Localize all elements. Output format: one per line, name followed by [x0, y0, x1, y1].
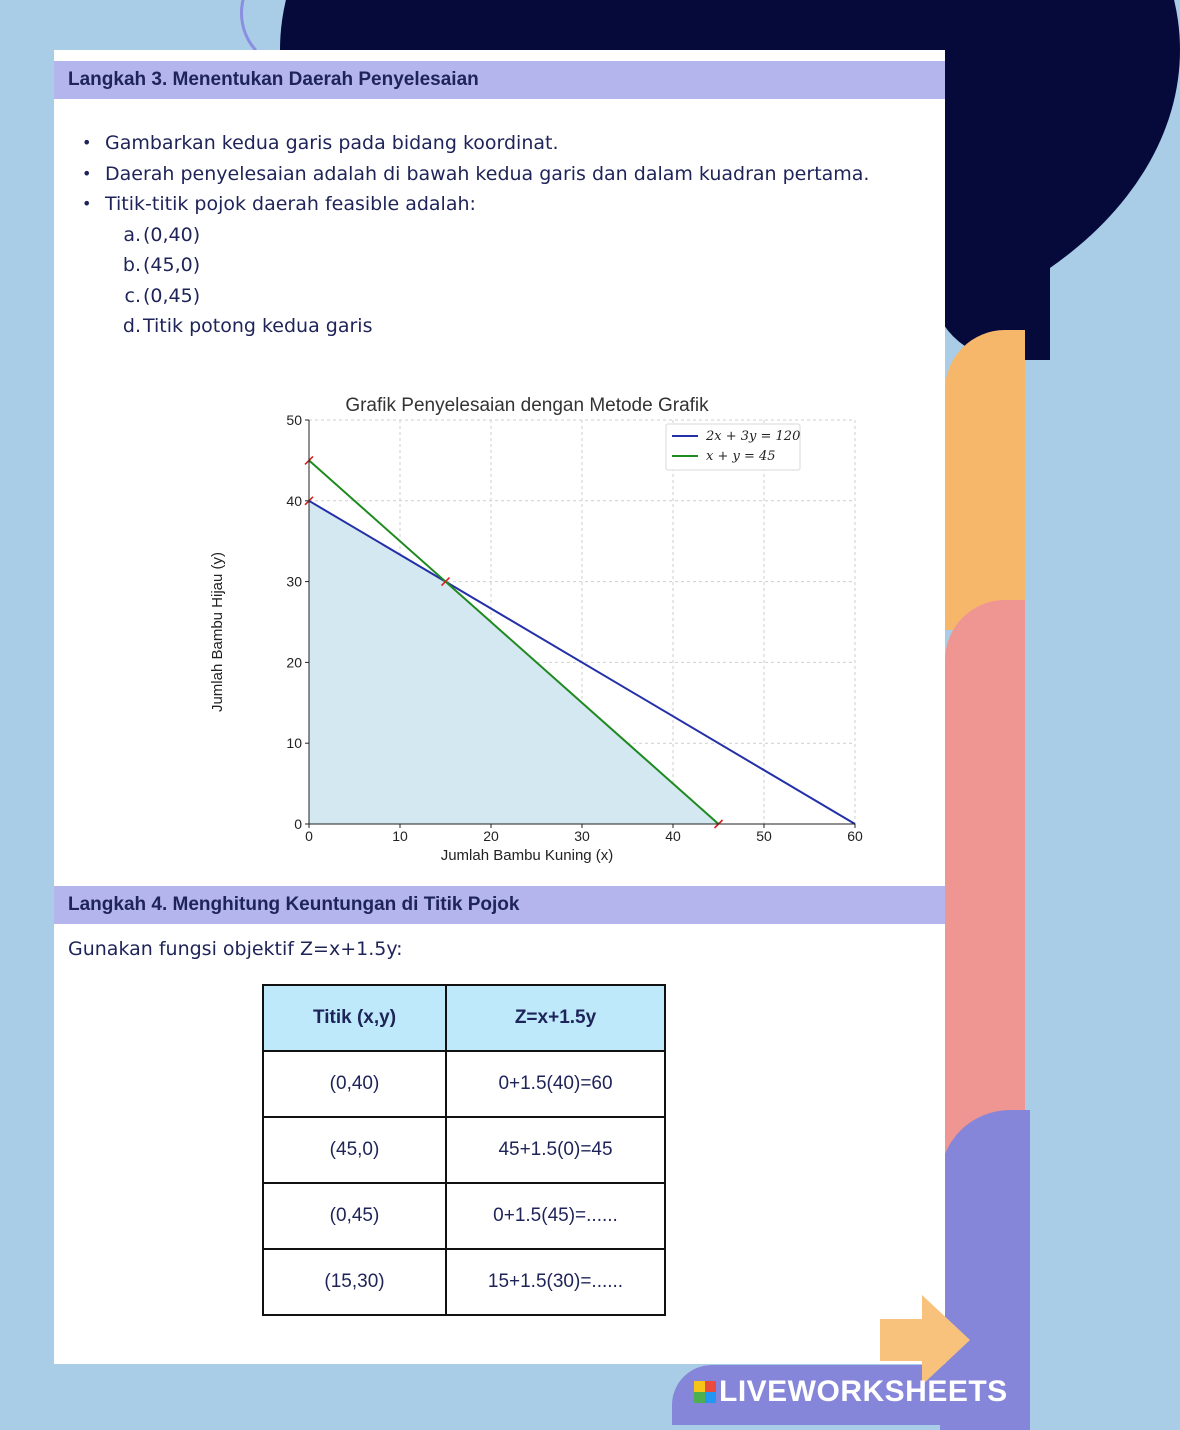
corner-point-value: (0,40)	[143, 223, 201, 246]
x-tick-label: 20	[483, 828, 499, 844]
corner-point-item	[119, 281, 927, 312]
solution-graph-chart	[204, 388, 863, 878]
x-tick-label: 40	[665, 828, 681, 844]
chart-title: Grafik Penyelesaian dengan Metode Grafik	[345, 395, 709, 416]
cell-point: (15,30)	[263, 1249, 446, 1315]
table-row	[263, 1051, 665, 1117]
y-tick-label: 20	[286, 654, 302, 671]
corner-point-letter: a.	[123, 223, 141, 246]
x-tick-label: 50	[756, 828, 772, 844]
corner-point-value: (45,0)	[143, 254, 201, 276]
cell-z-value: 45+1.5(0)=45	[446, 1117, 665, 1183]
x-tick-label: 10	[392, 828, 408, 844]
bullet-item	[82, 128, 927, 159]
table-header-row	[263, 985, 665, 1051]
y-tick-label: 30	[286, 573, 302, 590]
liveworksheets-brand-text: LIVEWORKSHEETS	[719, 1375, 1008, 1408]
cell-z-answer[interactable]: 0+1.5(45)=......	[446, 1183, 665, 1249]
corner-point-letter: d.	[122, 315, 141, 337]
step4-header: Langkah 4. Menghitung Keuntungan di Titik Pojok	[54, 886, 945, 924]
legend-label-series-2: x + y = 45	[706, 449, 776, 464]
next-page-arrow-icon[interactable]	[880, 1295, 972, 1385]
chart-legend	[666, 424, 800, 470]
bullet-text: Gambarkan kedua garis pada bidang koordinat.	[105, 132, 559, 154]
x-tick-label: 30	[574, 828, 590, 844]
cell-z-value: 0+1.5(40)=60	[446, 1051, 665, 1117]
corner-point-item	[119, 250, 927, 281]
bullet-item	[82, 159, 927, 190]
x-tick-label: 0	[305, 828, 313, 844]
background-orange-strip	[945, 330, 1025, 630]
step3-header: Langkah 3. Menentukan Daerah Penyelesaian	[54, 61, 945, 99]
background-navy-strip	[930, 0, 1050, 360]
bullet-text: Titik-titik pojok daerah feasible adalah:	[105, 193, 476, 215]
column-header-point: Titik (x,y)	[263, 985, 446, 1051]
bullet-dot: •	[82, 133, 92, 152]
bullet-dot: •	[82, 194, 92, 213]
bullet-text: Daerah penyelesaian adalah di bawah kedua garis dan dalam kuadran pertama.	[105, 162, 870, 185]
worksheet-page	[54, 50, 945, 1364]
corner-point-value: Titik potong kedua garis	[143, 315, 373, 337]
y-tick-label: 10	[286, 735, 302, 752]
liveworksheets-logo[interactable]	[694, 1375, 1008, 1409]
corner-point-item	[119, 311, 927, 342]
cell-point: (0,45)	[263, 1183, 446, 1249]
table-row	[263, 1249, 665, 1315]
corner-point-list	[119, 220, 927, 342]
corner-point-item	[119, 220, 927, 251]
step3-bullet-list	[82, 128, 927, 342]
y-tick-label: 0	[294, 816, 302, 832]
y-tick-label: 50	[286, 412, 302, 428]
y-tick-label: 40	[286, 492, 302, 509]
cell-point: (45,0)	[263, 1117, 446, 1183]
background-pink-strip	[945, 600, 1025, 1160]
cell-point: (0,40)	[263, 1051, 446, 1117]
corner-point-letter: b.	[122, 254, 141, 276]
x-tick-label: 60	[847, 828, 863, 844]
table-row	[263, 1117, 665, 1183]
table-row	[263, 1183, 665, 1249]
liveworksheets-logo-icon	[694, 1381, 716, 1403]
profit-table	[262, 984, 666, 1316]
objective-function-intro: Gunakan fungsi objektif Z=x+1.5y:	[68, 938, 403, 960]
chart-y-axis-label: Jumlah Bambu Hijau (y)	[209, 551, 226, 713]
chart-x-axis-label: Jumlah Bambu Kuning (x)	[440, 847, 614, 864]
bullet-item	[82, 189, 927, 220]
bullet-dot: •	[82, 163, 92, 183]
corner-point-value: (0,45)	[143, 284, 201, 307]
corner-point-letter: c.	[124, 284, 141, 307]
legend-label-series-1: 2x + 3y = 120	[706, 429, 801, 444]
cell-z-answer[interactable]: 15+1.5(30)=......	[446, 1249, 665, 1315]
column-header-z: Z=x+1.5y	[446, 985, 665, 1051]
